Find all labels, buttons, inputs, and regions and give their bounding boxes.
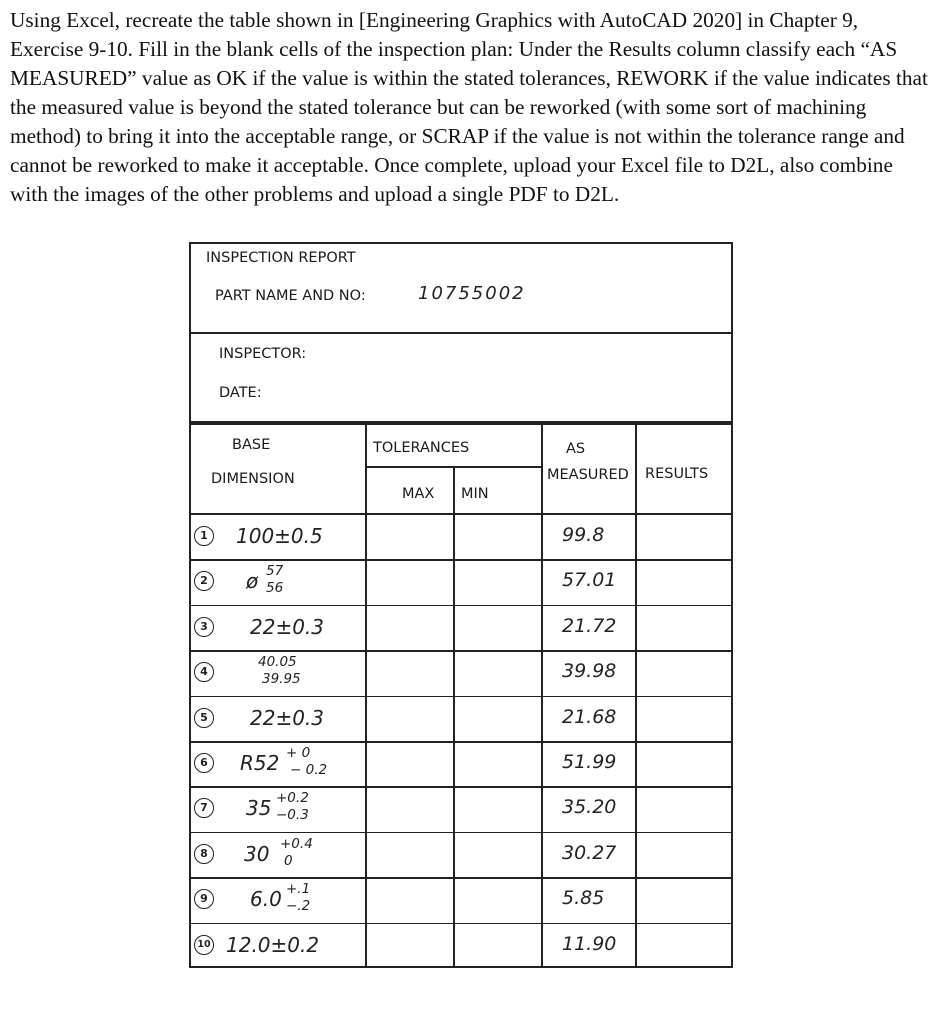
upper-tolerance: +0.4 — [280, 835, 313, 852]
upper-tolerance: 40.05 — [258, 654, 297, 671]
as-measured-value: 5.85 — [562, 887, 605, 910]
lower-tolerance: −.2 — [286, 898, 311, 915]
lower-tolerance: 0 — [284, 852, 293, 869]
part-name-label: PART NAME AND NO: — [215, 288, 366, 304]
results-cell[interactable] — [637, 834, 733, 876]
row-number-badge: 3 — [194, 617, 214, 637]
part-number: 10755002 — [418, 283, 526, 304]
row-number-badge: 9 — [194, 889, 214, 909]
max-cell[interactable] — [367, 561, 453, 603]
lower-tolerance: − 0.2 — [290, 762, 328, 778]
results-cell[interactable] — [637, 743, 733, 785]
max-cell[interactable] — [367, 834, 453, 876]
results-cell[interactable] — [637, 925, 733, 967]
as-measured-value: 21.72 — [562, 614, 617, 637]
row-number-badge: 8 — [194, 844, 214, 864]
inspector-label: INSPECTOR: — [219, 346, 307, 362]
results-cell[interactable] — [637, 788, 733, 830]
upper-tolerance: 57 — [266, 563, 284, 580]
header-divider — [189, 332, 733, 334]
measured-label: MEASURED — [547, 467, 629, 483]
base-dimension: 30 — [244, 841, 270, 866]
tolerance-subheader-line — [365, 466, 542, 468]
results-cell[interactable] — [637, 516, 733, 558]
tolerances-label: TOLERANCES — [373, 440, 470, 456]
as-measured-value: 57.01 — [562, 569, 617, 592]
as-measured-value: 21.68 — [562, 705, 617, 728]
results-cell[interactable] — [637, 698, 733, 740]
lower-tolerance: 39.95 — [262, 671, 301, 688]
min-label: MIN — [461, 486, 489, 502]
instructions-text: Using Excel, recreate the table shown in [Engineering Graphics with AutoCAD 2020] in Chapter 9, Exercise 9-10. Fill in the blank cells of the inspection plan: Under the Results column classify each “AS MEASURED” value as OK if the value is within the stated tolerances, REWORK if the value indicates that the measured value is beyond the stated tolerance but can be reworked (with some sort of machining method) to bring it into the acceptable range, or SCRAP if the value is not within the tolerance range and cannot be reworked to make it acceptable. Once complete, upload your Excel file to D2L, also combine with the images of the other problems and upload a single PDF to D2L. — [10, 8, 928, 206]
min-cell[interactable] — [455, 698, 541, 740]
base-label: BASE — [232, 437, 271, 453]
min-cell[interactable] — [455, 516, 541, 558]
min-cell[interactable] — [455, 788, 541, 830]
row-number-badge: 10 — [194, 935, 214, 955]
min-cell[interactable] — [455, 834, 541, 876]
results-cell[interactable] — [637, 607, 733, 649]
results-cell[interactable] — [637, 652, 733, 694]
upper-tolerance: +0.2 — [276, 790, 309, 807]
as-measured-value: 30.27 — [562, 841, 617, 864]
row-number-badge: 7 — [194, 798, 214, 818]
min-cell[interactable] — [455, 607, 541, 649]
row-number-badge: 1 — [194, 526, 214, 546]
dimension-label: DIMENSION — [211, 471, 295, 487]
base-dimension: 100±0.5 — [236, 524, 323, 548]
max-cell[interactable] — [367, 607, 453, 649]
max-cell[interactable] — [367, 516, 453, 558]
max-cell[interactable] — [367, 788, 453, 830]
row-number-badge: 6 — [194, 753, 214, 773]
header-bottom-line — [189, 513, 733, 515]
as-measured-value: 35.20 — [562, 796, 617, 819]
min-cell[interactable] — [455, 561, 541, 603]
max-cell[interactable] — [367, 698, 453, 740]
min-cell[interactable] — [455, 652, 541, 694]
row-number-badge: 2 — [194, 571, 214, 591]
row-number-badge: 4 — [194, 662, 214, 682]
report-title: INSPECTION REPORT — [206, 250, 356, 266]
results-label: RESULTS — [645, 466, 709, 482]
base-dimension: ø — [246, 569, 259, 594]
base-dimension: R52 — [240, 751, 280, 775]
min-cell[interactable] — [455, 925, 541, 967]
upper-tolerance: +.1 — [286, 881, 311, 898]
as-measured-value: 99.8 — [562, 524, 605, 546]
row-number-badge: 5 — [194, 708, 214, 728]
base-dimension: 6.0 — [250, 887, 282, 912]
max-cell[interactable] — [367, 743, 453, 785]
max-cell[interactable] — [367, 925, 453, 967]
max-cell[interactable] — [367, 652, 453, 694]
upper-tolerance: + 0 — [286, 745, 311, 761]
base-dimension: 22±0.3 — [250, 614, 325, 639]
date-label: DATE: — [219, 385, 262, 401]
max-label: MAX — [402, 486, 435, 502]
as-label: AS — [566, 441, 586, 457]
results-cell[interactable] — [637, 879, 733, 921]
as-measured-value: 11.90 — [562, 932, 617, 955]
lower-tolerance: −0.3 — [276, 807, 309, 824]
lower-tolerance: 56 — [266, 580, 284, 597]
min-cell[interactable] — [455, 743, 541, 785]
base-dimension: 35 — [246, 796, 272, 821]
as-measured-value: 51.99 — [562, 751, 617, 773]
as-measured-value: 39.98 — [562, 660, 617, 683]
max-cell[interactable] — [367, 879, 453, 921]
min-cell[interactable] — [455, 879, 541, 921]
base-dimension: 22±0.3 — [250, 705, 325, 730]
base-dimension: 12.0±0.2 — [226, 932, 320, 957]
results-cell[interactable] — [637, 561, 733, 603]
